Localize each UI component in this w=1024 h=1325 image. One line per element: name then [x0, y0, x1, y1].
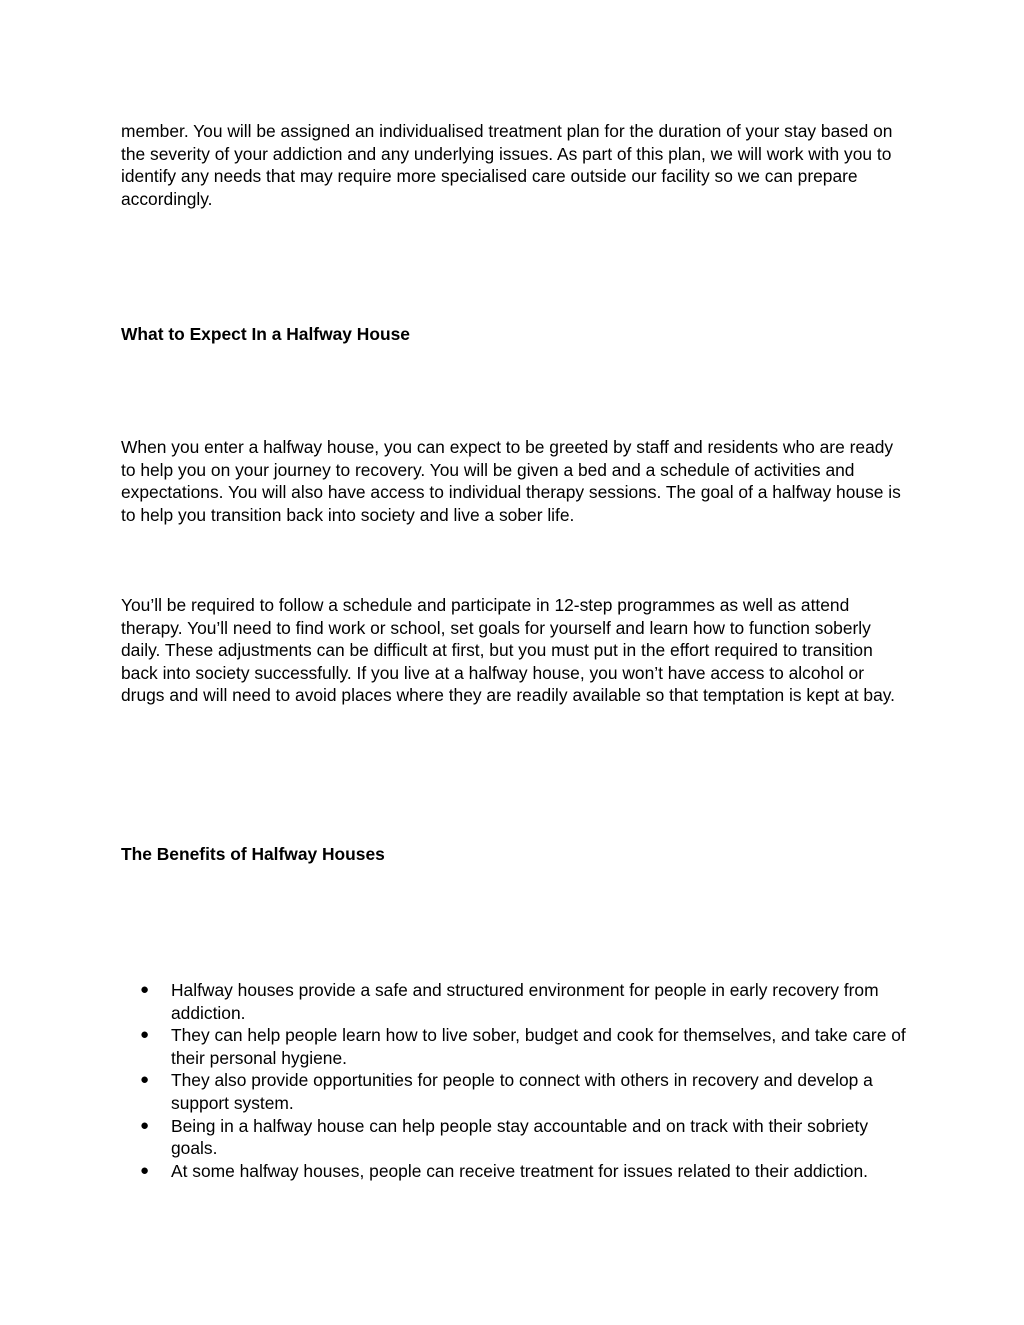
bullet-icon: ●	[140, 1161, 150, 1179]
bullet-icon: ●	[140, 1071, 150, 1089]
what-to-expect-paragraph-2: You’ll be required to follow a schedule and participate in 12-step programmes as well as attend therapy. You’ll need to find work or school, set goals for yourself and learn how to function soberly daily. These adjustments can be difficult at first, but you must put in the effort required to transition back into society successfully. If you live at a halfway house, you won’t have access to alcohol or drugs and will need to avoid places where they are readily available so that temptation is kept at bay.	[121, 595, 896, 706]
section-heading-what-to-expect: What to Expect In a Halfway House	[121, 324, 410, 344]
list-item-text: Halfway houses provide a safe and structured environment for people in early recovery from addiction.	[171, 980, 879, 1023]
list-item	[121, 1160, 911, 1183]
intro-paragraph: member. You will be assigned an individualised treatment plan for the duration of your stay based on the severity of your addiction and any underlying issues. As part of this plan, we will work with you to identify any needs that may require more specialised care outside our facility so we can prepare accordingly.	[121, 121, 893, 209]
bullet-icon: ●	[140, 1116, 150, 1134]
list-item	[121, 1024, 911, 1069]
list-item-text: Being in a halfway house can help people stay accountable and on track with their sobriety goals.	[171, 1115, 869, 1159]
list-item	[121, 979, 911, 1024]
bullet-icon: ●	[140, 981, 150, 998]
what-to-expect-paragraph-1: When you enter a halfway house, you can expect to be greeted by staff and residents who are ready to help you on your journey to recovery. You will be given a bed and a schedule of activities and expectations. You will also have access to individual therapy sessions. The goal of a halfway house is to help you transition back into society and live a sober life.	[121, 437, 901, 525]
bullet-icon: ●	[140, 1026, 150, 1044]
list-item	[121, 1115, 911, 1160]
benefits-list	[121, 979, 911, 1182]
section-heading-benefits: The Benefits of Halfway Houses	[121, 844, 385, 864]
list-item	[121, 1069, 911, 1114]
list-item-text: They also provide opportunities for people to connect with others in recovery and develop a support system.	[171, 1070, 873, 1113]
list-item-text: They can help people learn how to live sober, budget and cook for themselves, and take care of their personal hygiene.	[171, 1025, 906, 1068]
list-item-text: At some halfway houses, people can receive treatment for issues related to their addiction.	[171, 1160, 868, 1181]
